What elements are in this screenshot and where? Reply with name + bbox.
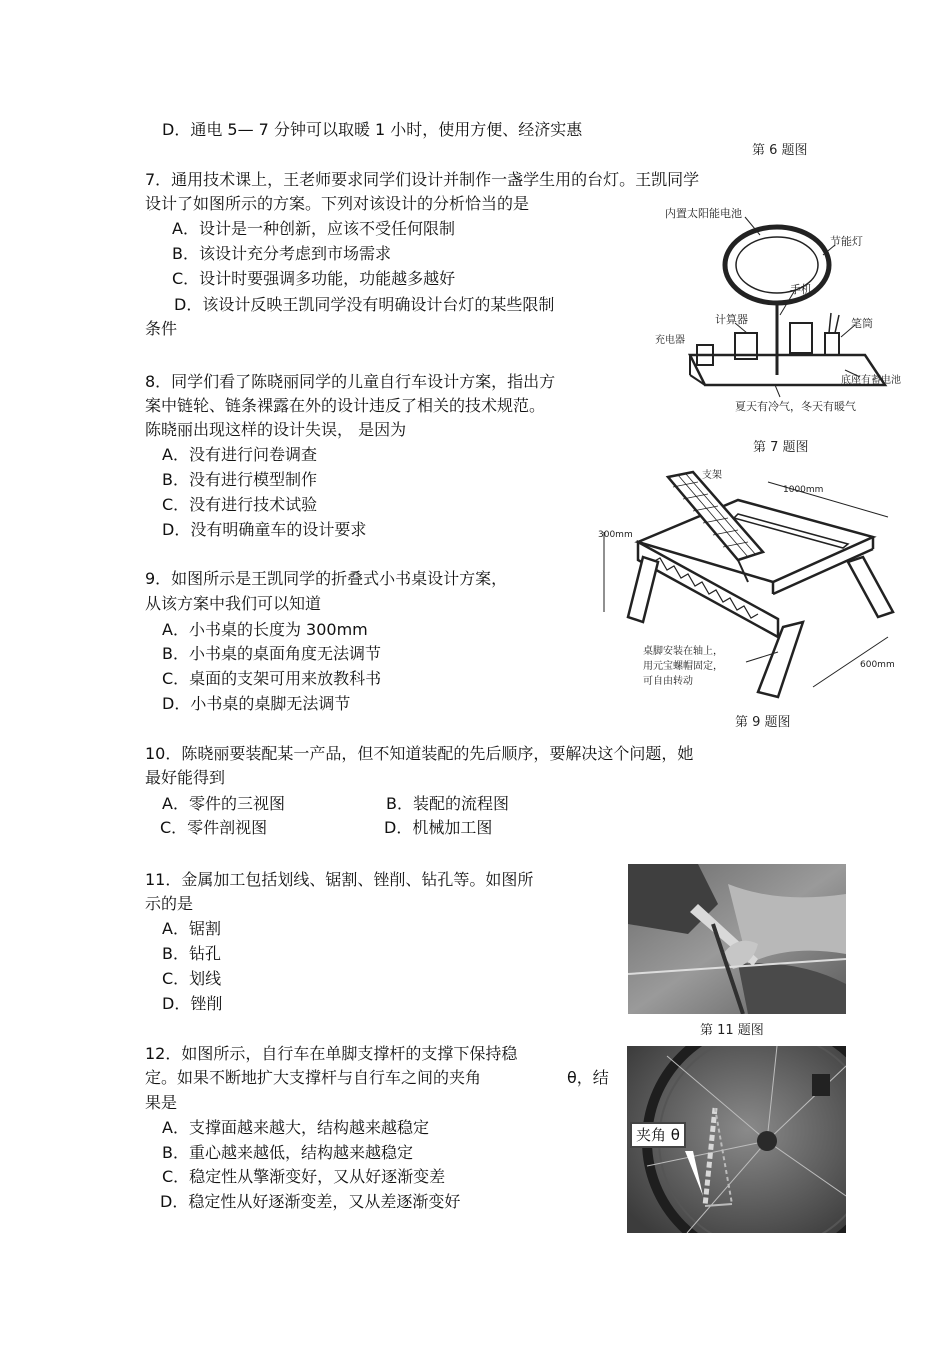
q10-option-c: C．零件剖视图: [160, 818, 268, 837]
q7-option-a: A．设计是一种创新，应该不受任何限制: [172, 219, 455, 238]
q9-figure-caption: 第 9 题图: [735, 715, 791, 730]
q12-option-b: B．重心越来越低，结构越来越稳定: [162, 1143, 413, 1162]
q12-option-d: D．稳定性从好逐渐变差，又从差逐渐变好: [160, 1192, 461, 1211]
q10-stem-line-1: 10．陈晓丽要装配某一产品，但不知道装配的先后顺序，要解决这个问题，她: [145, 744, 694, 763]
q9-note-width: 600mm: [860, 660, 895, 670]
q9-note-leg-1: 桌脚安装在轴上，: [643, 646, 723, 657]
q12-option-c: C．稳定性从擎渐变好，又从好逐渐变差: [162, 1167, 446, 1186]
q12-stem-line-1: 12．如图所示，自行车在单脚支撑杆的支撑下保持稳: [145, 1044, 518, 1063]
q12-bicycle-photo: [627, 1046, 846, 1233]
q8-stem-line-2: 案中链轮、链条裸露在外的设计违反了相关的技术规范。: [145, 396, 546, 415]
q9-note-height: 300mm: [598, 530, 633, 540]
q7-option-c: C．设计时要强调多功能，功能越多越好: [172, 269, 456, 288]
q6-option-d: D．通电 5— 7 分钟可以取暖 1 小时，使用方便、经济实惠: [162, 120, 583, 139]
q12-option-a: A．支撑面越来越大，结构越来越稳定: [162, 1118, 429, 1137]
q9-note-leg-3: 可自由转动: [643, 676, 693, 687]
q9-note-length: 1000mm: [783, 485, 824, 495]
q9-option-c: C．桌面的支架可用来放教科书: [162, 669, 382, 688]
q7-option-b: B．该设计充分考虑到市场需求: [172, 244, 391, 263]
q7-figure-caption: 第 7 题图: [753, 440, 809, 455]
q12-angle-label: 夹角 θ: [630, 1122, 686, 1148]
q7-note-aircon: 夏天有冷气，冬天有暖气: [735, 400, 856, 413]
q10-option-b: B．装配的流程图: [386, 794, 509, 813]
q9-stem-line-1: 9．如图所示是王凯同学的折叠式小书桌设计方案，: [145, 569, 508, 588]
q9-note-leg-2: 用元宝螺帽固定，: [643, 661, 723, 672]
q11-scribing-photo: [628, 864, 846, 1014]
q11-stem-line-2: 示的是: [145, 894, 194, 913]
q11-figure-caption: 第 11 题图: [700, 1023, 764, 1038]
q7-note-charger: 充电器: [655, 335, 685, 346]
q7-lamp-sketch: [655, 205, 910, 420]
q11-stem-line-1: 11．金属加工包括划线、锯割、锉削、钻孔等。如图所: [145, 870, 534, 889]
q7-stem-line-2: 设计了如图所示的方案。下列对该设计的分析恰当的是: [145, 194, 530, 213]
q12-stem-line-2: 定。如果不断地扩大支撑杆与自行车之间的夹角: [145, 1068, 482, 1087]
q12-stem-line-3: 果是: [145, 1093, 178, 1112]
q7-note-penholder: 笔筒: [851, 317, 873, 330]
q10-option-a: A．零件的三视图: [162, 794, 285, 813]
q7-option-d-cont: 条件: [145, 319, 178, 338]
q7-note-phone: 手机: [790, 283, 812, 296]
q11-option-a: A．锯割: [162, 919, 221, 938]
q8-option-d: D．没有明确童车的设计要求: [162, 520, 367, 539]
q11-option-d: D．锉削: [162, 994, 223, 1013]
q7-note-battery: 底座有蓄电池: [841, 375, 901, 386]
q8-option-c: C．没有进行技术试验: [162, 495, 318, 514]
q7-stem-line-1: 7．通用技术课上，王老师要求同学们设计并制作一盏学生用的台灯。王凯同学: [145, 170, 700, 189]
q9-option-a: A．小书桌的长度为 300mm: [162, 620, 368, 639]
q8-option-b: B．没有进行模型制作: [162, 470, 317, 489]
q9-desk-sketch: [598, 462, 898, 712]
q9-note-stand: 支架: [702, 470, 722, 481]
q7-note-lamp: 节能灯: [830, 235, 863, 248]
q8-option-a: A．没有进行问卷调查: [162, 445, 317, 464]
q11-option-b: B．钻孔: [162, 944, 221, 963]
q11-option-c: C．划线: [162, 969, 222, 988]
q6-figure-caption: 第 6 题图: [752, 143, 808, 158]
q10-stem-line-2: 最好能得到: [145, 768, 226, 787]
q7-note-calculator: 计算器: [715, 313, 748, 326]
q9-option-d: D．小书桌的桌脚无法调节: [162, 694, 351, 713]
q7-option-d: D．该设计反映王凯同学没有明确设计台灯的某些限制: [174, 295, 555, 314]
q7-note-solar: 内置太阳能电池: [665, 207, 742, 220]
q9-option-b: B．小书桌的桌面角度无法调节: [162, 644, 381, 663]
q12-stem-theta: θ，结: [567, 1068, 609, 1087]
q8-stem-line-1: 8．同学们看了陈晓丽同学的儿童自行车设计方案，指出方: [145, 372, 556, 391]
q9-stem-line-2: 从该方案中我们可以知道: [145, 594, 322, 613]
q8-stem-line-3: 陈晓丽出现这样的设计失误， 是因为: [145, 420, 407, 439]
q10-option-d: D．机械加工图: [384, 818, 493, 837]
